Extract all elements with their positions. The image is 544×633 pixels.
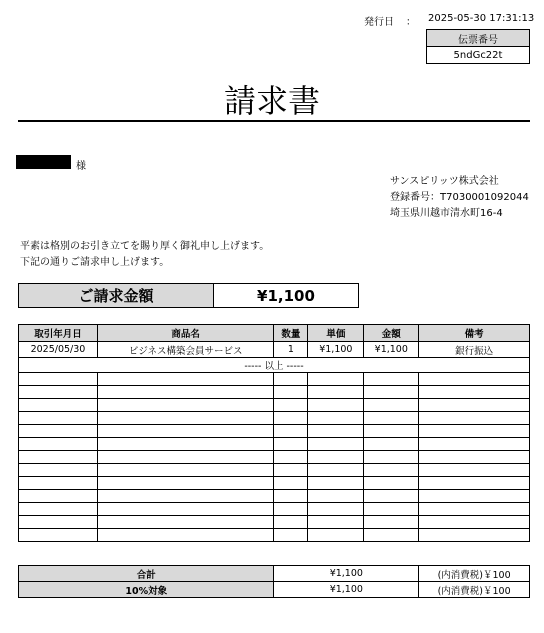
empty-row <box>19 425 530 438</box>
cell-remarks: 銀行振込 <box>419 342 530 358</box>
empty-cell <box>19 451 98 464</box>
end-marker: ----- 以上 ----- <box>19 358 530 373</box>
empty-cell <box>419 451 530 464</box>
total-tax: (内消費税)￥100 <box>419 566 530 582</box>
cell-amount: ¥1,100 <box>364 342 419 358</box>
empty-cell <box>308 529 364 542</box>
issuer-registration-number: 登録番号：T7030001092044 <box>390 192 529 203</box>
empty-cell <box>364 399 419 412</box>
issuer-block <box>390 174 529 222</box>
empty-cell <box>308 386 364 399</box>
empty-cell <box>419 373 530 386</box>
empty-cell <box>19 529 98 542</box>
empty-row <box>19 451 530 464</box>
empty-cell <box>308 425 364 438</box>
empty-cell <box>19 490 98 503</box>
total-row <box>19 566 530 582</box>
empty-cell <box>274 516 308 529</box>
empty-cell <box>364 425 419 438</box>
col-header-product: 商品名 <box>97 325 274 342</box>
empty-cell <box>364 438 419 451</box>
empty-cell <box>97 464 274 477</box>
cell-unit-price: ¥1,100 <box>308 342 364 358</box>
empty-cell <box>97 386 274 399</box>
empty-cell <box>364 516 419 529</box>
empty-cell <box>364 529 419 542</box>
issuer-address: 埼玉県川越市清水町16-4 <box>390 208 503 219</box>
empty-cell <box>308 503 364 516</box>
recipient-honorific: 様 <box>76 161 86 172</box>
tax-target-label: 10%対象 <box>19 582 274 598</box>
empty-cell <box>19 464 98 477</box>
empty-cell <box>97 425 274 438</box>
empty-cell <box>419 399 530 412</box>
empty-cell <box>274 425 308 438</box>
empty-cell <box>97 451 274 464</box>
slip-number-label: 伝票番号 <box>427 30 530 47</box>
empty-row <box>19 373 530 386</box>
items-header-row <box>19 325 530 342</box>
empty-row <box>19 490 530 503</box>
empty-cell <box>19 399 98 412</box>
empty-cell <box>364 386 419 399</box>
empty-row <box>19 399 530 412</box>
billing-amount-value: ¥1,100 <box>214 284 359 308</box>
empty-cell <box>97 503 274 516</box>
totals-table <box>18 565 530 598</box>
table-row <box>19 342 530 358</box>
total-amount: ¥1,100 <box>274 566 419 582</box>
empty-row <box>19 503 530 516</box>
empty-cell <box>97 529 274 542</box>
empty-row <box>19 438 530 451</box>
empty-cell <box>364 464 419 477</box>
redacted-recipient-name <box>16 155 71 169</box>
empty-cell <box>308 464 364 477</box>
empty-cell <box>419 477 530 490</box>
cell-date: 2025/05/30 <box>19 342 98 358</box>
empty-cell <box>419 503 530 516</box>
issue-date-value: 2025-05-30 17:31:13 <box>428 13 535 24</box>
empty-cell <box>274 451 308 464</box>
col-header-unit-price: 単価 <box>308 325 364 342</box>
empty-cell <box>274 412 308 425</box>
empty-row <box>19 464 530 477</box>
empty-cell <box>19 477 98 490</box>
empty-row <box>19 477 530 490</box>
empty-row <box>19 516 530 529</box>
col-header-remarks: 備考 <box>419 325 530 342</box>
title-underline <box>18 120 530 122</box>
greeting-line-1: 平素は格別のお引き立てを賜り厚く御礼申し上げます。 <box>20 241 270 252</box>
empty-row <box>19 412 530 425</box>
empty-cell <box>419 438 530 451</box>
empty-cell <box>274 503 308 516</box>
empty-cell <box>364 373 419 386</box>
greeting <box>20 239 269 271</box>
empty-cell <box>97 373 274 386</box>
empty-cell <box>308 490 364 503</box>
empty-cell <box>274 386 308 399</box>
cell-product: ビジネス構築会員サービス <box>97 342 274 358</box>
empty-cell <box>419 529 530 542</box>
empty-row <box>19 386 530 399</box>
items-table <box>18 324 530 542</box>
empty-cell <box>308 477 364 490</box>
empty-cell <box>19 503 98 516</box>
slip-number-value: 5ndGc22t <box>427 47 530 64</box>
empty-cell <box>97 438 274 451</box>
tax-target-amount: ¥1,100 <box>274 582 419 598</box>
billing-amount-box <box>18 283 359 308</box>
issue-date-colon: ： <box>406 17 416 28</box>
issue-date-label: 発行日 <box>364 17 394 28</box>
col-header-date: 取引年月日 <box>19 325 98 342</box>
end-marker-row <box>19 358 530 373</box>
empty-cell <box>419 490 530 503</box>
empty-cell <box>364 490 419 503</box>
empty-cell <box>97 490 274 503</box>
empty-cell <box>274 477 308 490</box>
empty-cell <box>308 399 364 412</box>
empty-cell <box>97 412 274 425</box>
col-header-quantity: 数量 <box>274 325 308 342</box>
tax-target-tax: (内消費税)￥100 <box>419 582 530 598</box>
empty-cell <box>419 412 530 425</box>
empty-cell <box>19 412 98 425</box>
empty-cell <box>19 386 98 399</box>
empty-cell <box>308 516 364 529</box>
empty-cell <box>308 412 364 425</box>
empty-cell <box>274 529 308 542</box>
cell-quantity: 1 <box>274 342 308 358</box>
empty-cell <box>274 464 308 477</box>
empty-cell <box>19 425 98 438</box>
empty-cell <box>274 399 308 412</box>
tax-target-row <box>19 582 530 598</box>
empty-cell <box>364 477 419 490</box>
empty-cell <box>419 464 530 477</box>
empty-cell <box>274 490 308 503</box>
empty-row <box>19 529 530 542</box>
empty-cell <box>274 438 308 451</box>
empty-cell <box>19 516 98 529</box>
empty-cell <box>364 451 419 464</box>
empty-cell <box>419 516 530 529</box>
empty-cell <box>97 516 274 529</box>
empty-cell <box>274 373 308 386</box>
empty-cell <box>97 477 274 490</box>
billing-amount-label: ご請求金額 <box>19 284 214 308</box>
empty-cell <box>308 373 364 386</box>
empty-cell <box>419 386 530 399</box>
slip-number-box <box>426 29 530 64</box>
empty-cell <box>308 438 364 451</box>
greeting-line-2: 下記の通りご請求申し上げます。 <box>20 257 170 268</box>
empty-cell <box>419 425 530 438</box>
empty-cell <box>308 451 364 464</box>
issuer-company-name: サンスピリッツ株式会社 <box>390 176 499 187</box>
empty-cell <box>364 412 419 425</box>
empty-cell <box>97 399 274 412</box>
document-title: 請求書 <box>223 82 320 120</box>
empty-cell <box>364 503 419 516</box>
empty-cell <box>19 373 98 386</box>
total-label: 合計 <box>19 566 274 582</box>
empty-cell <box>19 438 98 451</box>
col-header-amount: 金額 <box>364 325 419 342</box>
